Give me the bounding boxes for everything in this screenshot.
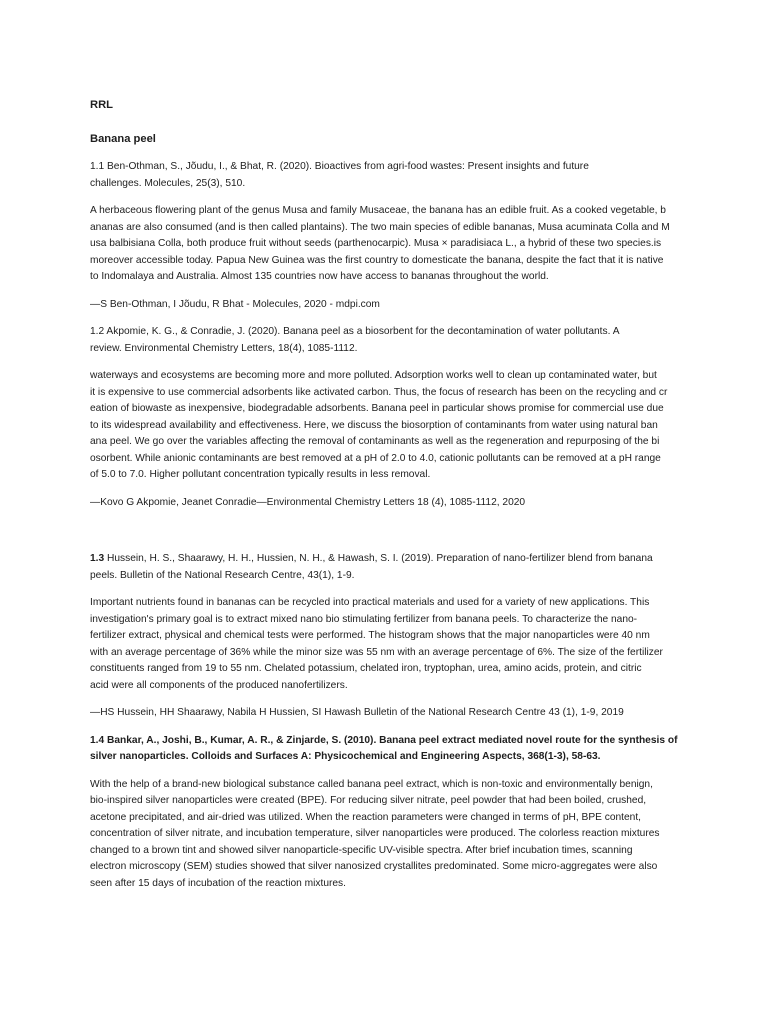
abstract-line: electron microscopy (SEM) studies showed that silver nanosized crystallites predominated. Some micro-aggregates were also [90, 861, 658, 872]
ref-line: challenges. Molecules, 25(3), 510. [90, 177, 246, 189]
abstract-line: to Indomalaya and Australia. Almost 135 countries now have access to bananas throughout the world. [90, 271, 549, 282]
citation-1-1: —S Ben-Othman, I Jõudu, R Bhat - Molecules, 2020 - mdpi.com [90, 298, 380, 310]
page-title: RRL [90, 99, 113, 111]
abstract-line: ananas are also consumed (and is then called plantains). The two main species of edible bananas, Musa acuminata Colla and M [90, 221, 670, 233]
abstract-line: A herbaceous flowering plant of the genus Musa and family Musaceae, the banana has an edible fruit. As a cooked vegetable, b [90, 205, 666, 216]
ref-line: silver nanoparticles. Colloids and Surfaces A: Physicochemical and Engineering Aspects, 368(1-3), 58-63. [90, 751, 601, 762]
abstract-line: seen after 15 days of incubation of the reaction mixtures. [90, 877, 346, 889]
ref-line: 1.2 Akpomie, K. G., & Conradie, J. (2020). Banana peel as a biosorbent for the decontamination of water pollutants. A [90, 326, 620, 337]
ref-line: peels. Bulletin of the National Research Centre, 43(1), 1-9. [90, 569, 355, 581]
abstract-line: With the help of a brand-new biological substance called banana peel extract, which is non-toxic and environmentally benign, [90, 778, 653, 790]
abstract-line: moreover accessible today. Papua New Guinea was the first country to domesticate the banana, despite the fact that it is native [90, 254, 664, 266]
abstract-1-1 [90, 203, 685, 286]
ref-line: Hussein, H. S., Shaarawy, H. H., Hussien, N. H., & Hawash, S. I. (2019). Preparation of nano-fertilizer blend from banana [104, 553, 653, 564]
reference-1-2 [90, 324, 685, 357]
abstract-1-2 [90, 368, 685, 484]
document-body [90, 97, 685, 903]
abstract-line: it is expensive to use commercial adsorbents like activated carbon. Thus, the focus of research has been on the recycling and cr [90, 386, 668, 398]
abstract-line: constituents ranged from 19 to 55 nm. Chelated potassium, chelated iron, tryptophan, urea, amino acids, protein, and citric [90, 663, 642, 674]
ref-line: review. Environmental Chemistry Letters, 18(4), 1085-1112. [90, 342, 358, 354]
abstract-line: changed to a brown tint and showed silver nanoparticle-specific UV-visible spectra. After brief incubation times, scanning [90, 844, 633, 856]
abstract-line: usa balbisiana Colla, both produce fruit without seeds (parthenocarpic). Musa × paradisiaca L., a hybrid of these two species.is [90, 238, 662, 249]
section-heading: Banana peel [90, 132, 156, 145]
citation-1-2: —Kovo G Akpomie, Jeanet Conradie—Environmental Chemistry Letters 18 (4), 1085-1112, 2020 [90, 496, 526, 508]
abstract-line: acid were all components of the produced nanofertilizers. [90, 679, 348, 691]
abstract-line: concentration of silver nitrate, and incubation temperature, silver nanoparticles were produced. The colorless reaction mixtures [90, 828, 660, 839]
citation-1-3: —HS Hussein, HH Shaarawy, Nabila H Hussien, SI Hawash Bulletin of the National Research Centre 43 (1), 1-9, 2019 [90, 707, 624, 718]
abstract-line: waterways and ecosystems are becoming more and more polluted. Adsorption works well to clean up contaminated water, but [90, 370, 657, 381]
abstract-1-3 [90, 595, 685, 694]
abstract-line: eation of biowaste as inexpensive, biodegradable adsorbents. Banana peel in particular shows promise for commercial use due [90, 403, 664, 414]
spacer [90, 522, 685, 551]
abstract-line: of 5.0 to 7.0. Higher pollutant concentration typically results in less removal. [90, 469, 431, 480]
ref-line: 1.4 Bankar, A., Joshi, B., Kumar, A. R., & Zinjarde, S. (2010). Banana peel extract mediated novel route for the synthesis of [90, 734, 678, 746]
abstract-line: acetone precipitated, and air-dried was utilized. When the reaction parameters were changed in terms of pH, BPE content, [90, 811, 641, 823]
abstract-line: with an average percentage of 36% while the minor size was 55 nm with an average percentage of 6%. The size of the fertilizer [90, 646, 663, 658]
abstract-line: osorbent. While anionic contaminants are best removed at a pH of 2.0 to 4.0, cationic pollutants can be removed at a pH range [90, 452, 661, 464]
ref-number: 1.3 [90, 553, 105, 564]
abstract-line: investigation's primary goal is to extract mixed nano bio stimulating fertilizer from banana peels. To characterize the nano- [90, 613, 638, 625]
reference-1-1 [90, 159, 685, 192]
ref-line: 1.1 Ben-Othman, S., Jõudu, I., & Bhat, R. (2020). Bioactives from agri-food wastes: Present insights and future [90, 161, 589, 172]
abstract-line: Important nutrients found in bananas can be recycled into practical materials and used for a variety of new applications. This [90, 597, 650, 608]
abstract-line: fertilizer extract, physical and chemical tests were performed. The histogram shows that the major nanoparticles were 40 nm [90, 630, 650, 641]
reference-1-4 [90, 733, 685, 766]
reference-1-3 [90, 551, 685, 584]
abstract-1-4 [90, 777, 685, 893]
abstract-line: bio-inspired silver nanoparticles were created (BPE). For reducing silver nitrate, peel powder that had been boiled, crushed, [90, 795, 647, 806]
abstract-line: to its widespread availability and effectiveness. Here, we discuss the biosorption of contaminants from water using natural ban [90, 419, 658, 431]
abstract-line: ana peel. We go over the variables affecting the removal of contaminants as well as the regeneration and repurposing of the bi [90, 436, 660, 447]
